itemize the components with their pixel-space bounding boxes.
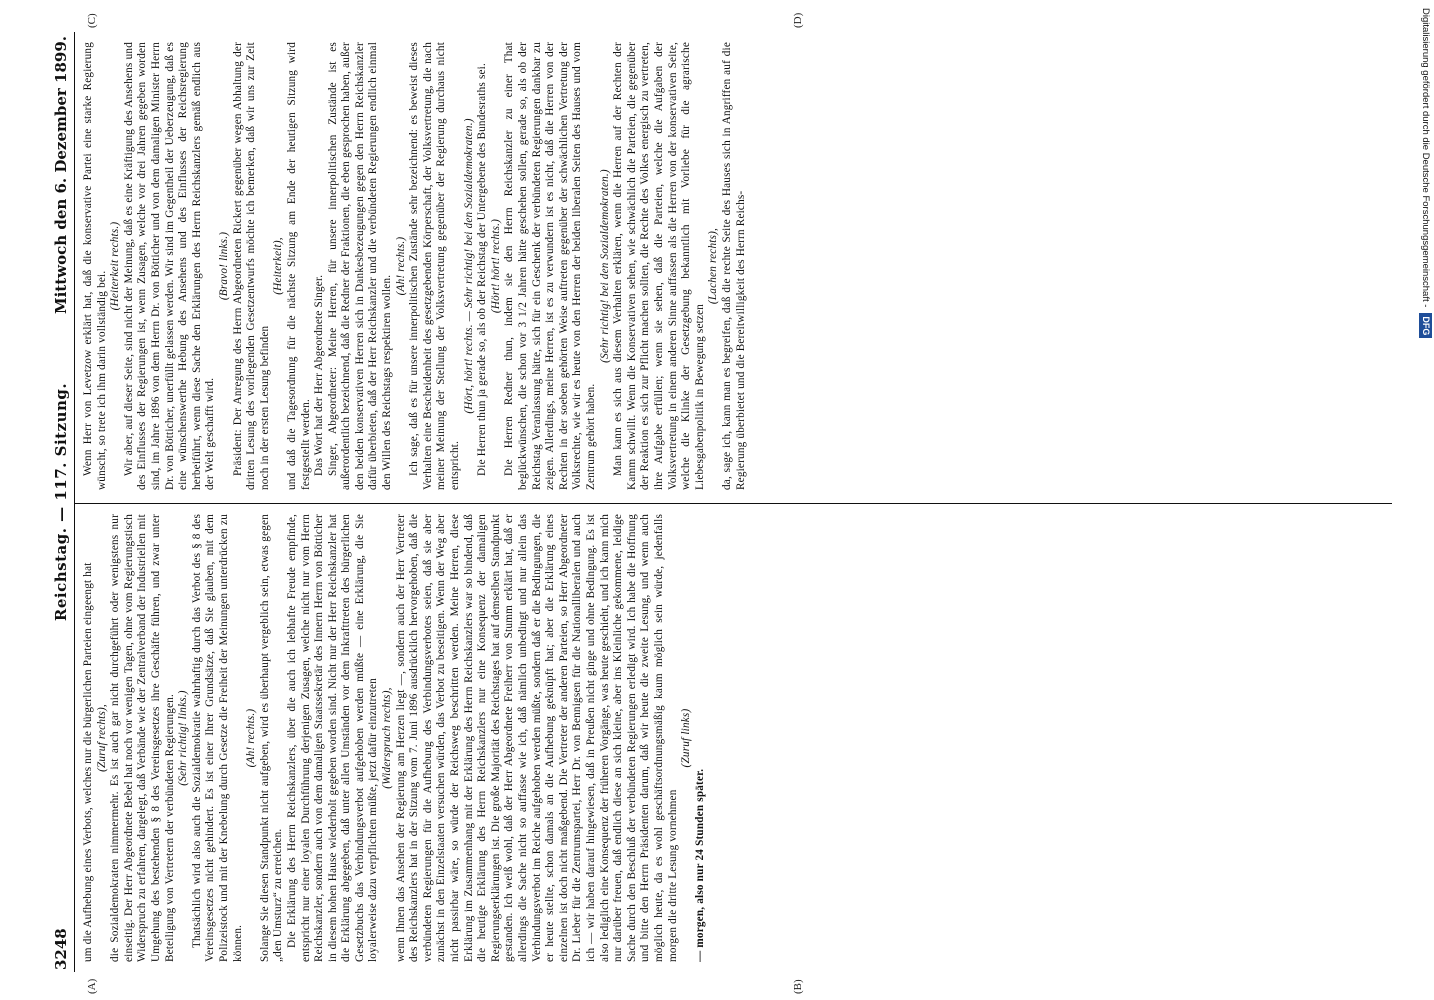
page-number: 3248 [52, 928, 70, 970]
credit-text: Digitalisierung gefördert durch die Deutsche Forschungsgemeinschaft - [1420, 8, 1431, 308]
digitization-credit [1416, 8, 1434, 988]
interjection: (Heiterkeit), [272, 237, 285, 295]
paragraph: wenn Ihnen das Ansehen der Regierung am Herzen liegt —, sondern auch der Herr Vertreter des Reichskanzlers hat in der Sitzung vom 7. Juni 1896 ausdrücklich hervorgehoben, daß die verbündeten Regierungen für die Aufhebung des Verbindungsverbotes seien, daß sie aber zunächst in den Einzelstaaten versuchen würden, das Verbot zu beseitigen. Wenn der Weg aber nicht passirbar wäre, so würde der Reichsweg beschritten werden. Meine Herren, diese Erklärung im Zusammenhang mit der Erklärung des Herrn Reichskanzlers war so bindend, daß die heutige Erklärung des Herrn Reichskanzlers nur eine Konsequenz der damaligen Regierungserklärungen ist. Die große Majorität des Reichstages hat auf demselben Standpunkt gestanden. Ich weiß wohl, daß der Herr Abgeordnete Freiherr von Stumm erklärt hat, daß er allerdings die Sache nicht so auffasse wie ich, daß nämlich unbedingt und nur allein das Verbindungsverbot im Reiche aufgehoben werden müßte, sondern daß er die Bedingungen, die er heute stellte, schon damals an die Aufhebung geknüpft hat; aber die Erklärung eines einzelnen ist doch nicht maßgebend. Die Vertreter der anderen Parteien, so Herr Abgeordneter Dr. Lieber für die Zentrumspartei, Herr Dr. von Bennigsen für die Nationalliberalen und auch ich — wir haben darauf hingewiesen, daß in Preußen nicht ginge und ohne Bedingung. Es ist also lediglich eine Konsequenz der früheren Vorgänge, was heute geschieht, und ich kann mich nur darüber freuen, daß endlich diese an sich kleine, aber ins Kleinliche gekommene, leidige Sache durch den Beschluß der verbündeten Regierungen erledigt wird. Ich habe die Hoffnung und bitte den Herrn Präsidenten darum, daß wir heute die zweite Lesung, und wenn auch möglich heute, da es wohl geschäftsordnungsmäßig kaum möglich sein würde, jedenfalls morgen die dritte Lesung vornehmen [394, 514, 679, 962]
paragraph: Singer, Abgeordneter: Meine Herren, für unsere innerpolitischen Zustände ist es außerordentlich bezeichnend, daß die Redner der Fraktionen, die eben gesprochen haben, außer den beiden konservativen Herren sich in Dankesbezeugungen gegen den Herrn Reichskanzler dafür überbieten, daß der Herr Reichskanzler und die verbündeten Regierungen endlich einmal den Willen des Reichstags respektiren wollen. [326, 42, 394, 490]
interjection: (Hört! hört! rechts.) [489, 218, 502, 314]
margin-mark-b: (B) [792, 979, 804, 994]
column-separator [74, 503, 1392, 504]
paragraph: Wir aber, auf dieser Seite, sind nicht der Meinung, daß es eine Kräftigung des Ansehens und des Einflusses der Regierungen ist, wenn Zusagen, welche vor drei Jahren gegeben worden sind, im Jahre 1896 von dem Herrn Dr. von Bötticher und von dem damaligen Minister Herrn Dr. von Bötticher, unerfüllt gelassen werden. Wir sind im Gegentheil der Ueberzeugung, daß es eine wünschenswerthe Hebung des Ansehens und des Einflusses der Reichsregierung herbeiführt, wenn diese Sache den Erklärungen des Herrn Reichskanzlers gemäß endlich aus der Welt geschafft wird. [122, 42, 217, 490]
paragraph: die Sozialdemokraten nimmermehr. Es ist auch gar nicht durchgeführt oder wenigstens nur einseitig. Der Herr Abgeordnete Bebel hat noch vor wenigen Tagen, ohne vom Regierungstisch Widerspruch zu erfahren, dargelegt, daß Verbände wie der Zentralverband der Industriellen mit Umgehung des bestehenden § 8 des Vereinsgesetzes ihre Geschäfte führen, und zwar unter Beteiligung von Vertretern der verbündeten Regierungen. [109, 514, 176, 962]
interjection: (Hört, hört! rechts. — Sehr richtig! bei den Sozialdemokraten.) [462, 118, 475, 414]
header-date: Mittwoch den 6. Dezember 1899. [52, 36, 70, 314]
paragraph: um die Aufhebung eines Verbots, welches nur die bürgerlichen Parteien eingeengt hat [82, 562, 94, 962]
margin-mark-c: (C) [86, 13, 98, 28]
interjection: (Heiterkeit rechts.) [109, 221, 122, 311]
document-page [52, 12, 1392, 994]
header-rule [74, 32, 75, 972]
left-column [82, 514, 1390, 962]
paragraph: Präsident: Der Anregung des Herrn Abgeordneten Rickert gegenüber wegen Abhaltung der dritten Lesung des vorliegenden Gesetzentwurfs möchte ich bemerken, daß wir uns zur Zeit noch in der ersten Lesung befinden [231, 42, 271, 490]
header-title: Reichstag. — 117. Sitzung. [52, 382, 70, 622]
right-column [82, 42, 1390, 490]
paragraph: Man kann es sich aus diesem Verhalten erklären, wenn die Herren auf der Rechten der Kamm schwillt. Wenn die Konservativen sehen, wie schwächlich die Parteien, die gegenüber der Reaktion es sich zur Pflicht machen sollten, die Rechte des Volkes energisch zu vertreten, ihre Aufgabe erfüllen; wenn sie sehen, daß die Parteien, welche die Aufgaben der Volksvertretung in einem anderen Sinne auffassen als die Herren von der konservativen Seite, welche die Klinke der Gesetzgebung bekanntlich mit Vorliebe für die agrarische Liebesgabenpolitik in Bewegung setzen [612, 42, 706, 490]
interjection: (Sehr richtig! bei den Sozialdemokraten.) [598, 169, 611, 363]
paragraph: — morgen, also nur 24 Stunden später. [693, 768, 706, 962]
paragraph: Die Herren thun ja gerade so, als ob der Reichstag der Untergebene des Bundesraths sei. [476, 63, 489, 476]
page-header [52, 32, 74, 972]
paragraph: Thatsächlich wird also auch die Sozialdemokratie wahrhaftig durch das Verbot des § 8 des Vereinsgesetzes nicht gehindert. Es ist einer Ihrer Grundsätze, daß Sie glauben, mit dem Polizeistock und mit der Knebelung durch Gesetze die Freiheit der Meinungen unterdrücken zu können. [190, 514, 244, 962]
interjection: (Ah! rechts.) [394, 236, 407, 296]
paragraph: Das Wort hat der Herr Abgeordnete Singer. [313, 274, 326, 476]
interjection: (Lachen rechts), [707, 227, 720, 305]
interjection: (Zuruf links) [680, 708, 693, 768]
margin-mark-a: (A) [86, 978, 98, 994]
interjection: (Widerspruch rechts), [381, 687, 394, 789]
margin-mark-d: (D) [792, 12, 804, 28]
dfg-logo: DFG [1419, 313, 1432, 338]
paragraph: Solange Sie diesen Standpunkt nicht aufgeben, wird es überhaupt vergeblich sein, etwas gegen „den Umsturz“ zu erreichen. [258, 514, 285, 962]
paragraph: Die Herren Redner thun, indem sie den Herrn Reichskanzler zu einer That beglückwünschen, die schon vor 3 1/2 Jahren hätte geschehen sollen, gerade so, als ob der Reichstag Veranlassung hätte, sich für ein Geschenk der verbündeten Regierungen dankbar zu zeigen. Allerdings, meine Herren, ist es zu verwundern ist es nicht, daß die Herren von der Rechten in der soeben gehörten Weise auftreten gegenüber der schwächlichen Vertretung der Volksrechte, wie wir es heute von den Herren der beiden liberalen Seiten des Hauses und vom Zentrum gehört haben. [503, 42, 597, 490]
interjection: (Zuruf rechts), [95, 704, 108, 772]
paragraph: und daß die Tagesordnung für die nächste Sitzung am Ende der heutigen Sitzung wird festgestellt werden. [285, 42, 312, 490]
interjection: (Sehr richtig! links.) [177, 690, 190, 786]
paragraph: Ich sage, daß es für unsere innerpolitischen Zustände sehr bezeichnend: es beweist dieses Verhalten eine Bescheidenheit des gesetzgebenden Körperschaft, der Volksvertretung, die nach meiner Meinung der Stellung der Volksvertretung gegenüber der Regierung durchaus nicht entspricht. [408, 42, 462, 490]
credit-line [1416, 8, 1434, 988]
interjection: (Ah! rechts.) [245, 708, 258, 768]
paragraph: da, sage ich, kann man es begreifen, daß die rechte Seite des Hauses sich in Angriffen auf die Regierung überbietet und die Bereitwilligkeit des Herrn Reichs- [720, 42, 747, 490]
interjection: (Bravo! links.) [217, 231, 230, 301]
paragraph: Wenn Herr von Levetzow erklärt hat, daß die konservative Partei eine starke Regierung wünscht, so trete ich ihm darin vollständig bei. [82, 42, 108, 490]
paragraph: Die Erklärung des Herrn Reichskanzlers, über die auch ich lebhafte Freude empfinde, entspricht nur einer loyalen Durchführung derjenigen Zusagen, welche nicht nur vom Herrn Reichskanzler, sondern auch von dem damaligen Staatssekretär des Innern Herrn von Bötticher in diesem hohen Hause wiederholt gegeben worden sind. Nicht nur der Herr Reichskanzler hat die Erklärung abgegeben, daß unter allen Umständen vor dem Inkrafttreten des bürgerlichen Gesetzbuchs das Verbindungsverbot aufgehoben werden müßte — eine Erklärung, die Sie loyalerweise dazu verpflichten müßte, jetzt dafür einzutreten [285, 514, 380, 962]
